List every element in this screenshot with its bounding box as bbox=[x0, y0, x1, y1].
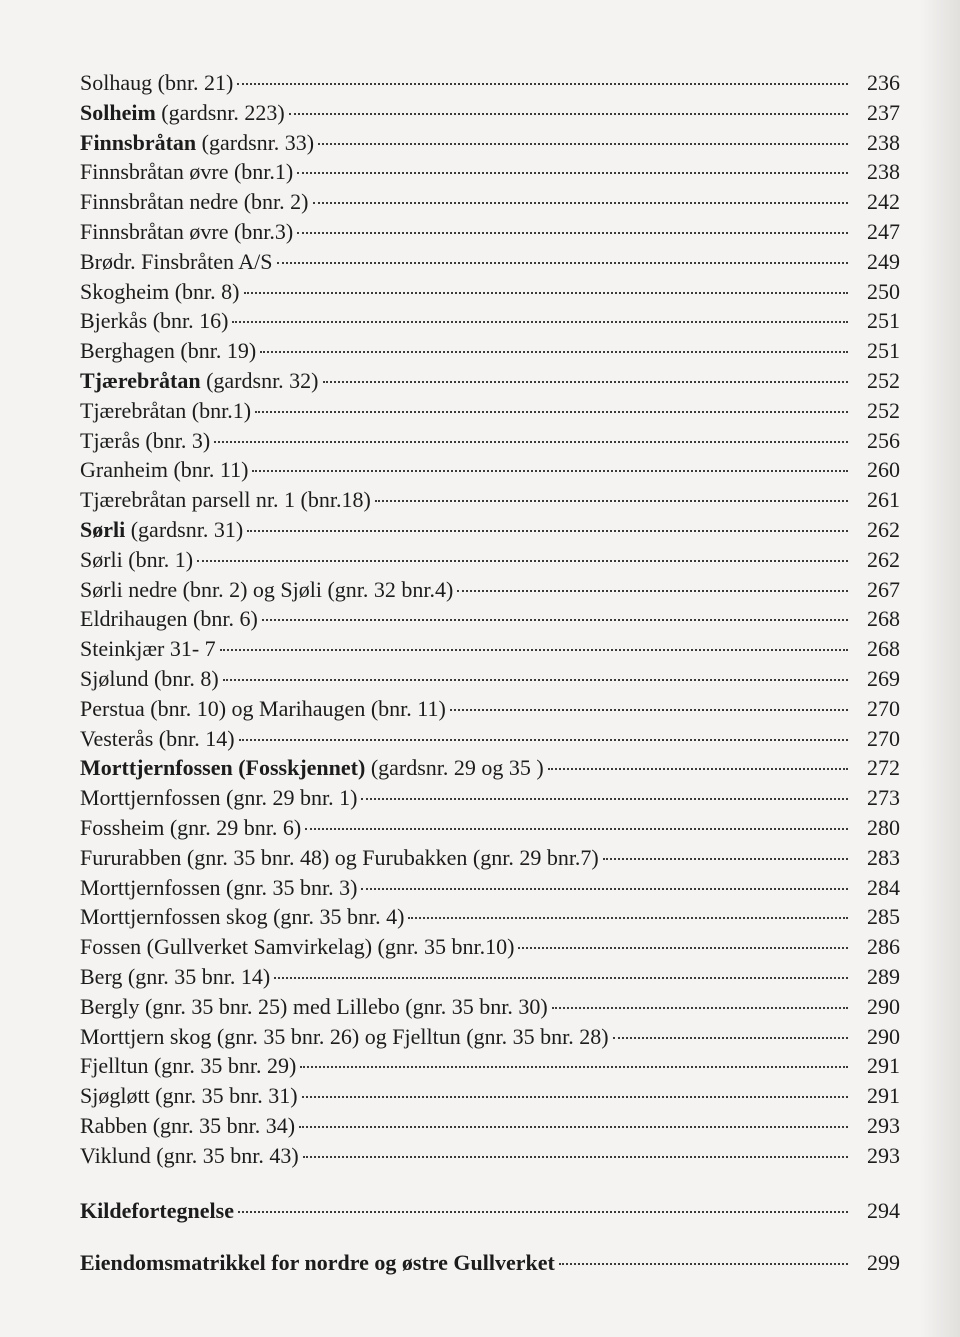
page-number: 242 bbox=[867, 189, 900, 215]
page-number: 247 bbox=[867, 218, 900, 244]
toc-entry[interactable]: Bjerkås (bnr. 16) 251 bbox=[80, 306, 900, 336]
dot-leader bbox=[457, 590, 848, 592]
dot-leader bbox=[300, 1066, 848, 1068]
page-number: 270 bbox=[867, 695, 900, 721]
toc-entry[interactable]: Morttjernfossen (gnr. 35 bnr. 3) 284 bbox=[80, 873, 900, 903]
dot-leader bbox=[237, 83, 848, 85]
dot-leader bbox=[613, 1037, 848, 1039]
dot-leader bbox=[239, 739, 848, 741]
dot-leader bbox=[214, 441, 848, 443]
dot-leader bbox=[375, 500, 848, 502]
page-number: 272 bbox=[867, 755, 900, 781]
toc-entry[interactable]: Brødr. Finsbråten A/S 249 bbox=[80, 247, 900, 277]
dot-leader bbox=[274, 977, 848, 979]
dot-leader bbox=[262, 619, 848, 621]
page-number: 237 bbox=[867, 99, 900, 125]
page-number: 293 bbox=[867, 1142, 900, 1168]
dot-leader bbox=[559, 1263, 848, 1265]
page-number: 290 bbox=[867, 993, 900, 1019]
page-number: 289 bbox=[867, 963, 900, 989]
toc-entry[interactable]: Solhaug (bnr. 21) 236 bbox=[80, 68, 900, 98]
toc-entry[interactable]: Rabben (gnr. 35 bnr. 34) 293 bbox=[80, 1111, 900, 1141]
toc-entry[interactable]: Morttjern skog (gnr. 35 bnr. 26) og Fjelltun (gnr. 35 bnr. 28) 290 bbox=[80, 1022, 900, 1052]
toc-entry[interactable]: Sørli (bnr. 1) 262 bbox=[80, 545, 900, 575]
page-number: 270 bbox=[867, 725, 900, 751]
dot-leader bbox=[238, 1211, 848, 1213]
toc-entry[interactable]: Sørli nedre (bnr. 2) og Sjøli (gnr. 32 bnr.4) 267 bbox=[80, 575, 900, 605]
page-number: 256 bbox=[867, 427, 900, 453]
dot-leader bbox=[252, 470, 848, 472]
dot-leader bbox=[244, 292, 849, 294]
page-number: 268 bbox=[867, 636, 900, 662]
dot-leader bbox=[305, 828, 848, 830]
table-of-contents bbox=[80, 68, 900, 1278]
page-number: 285 bbox=[867, 904, 900, 930]
page-number: 293 bbox=[867, 1112, 900, 1138]
dot-leader bbox=[255, 411, 848, 413]
page-number: 294 bbox=[867, 1198, 900, 1224]
toc-entry[interactable]: Finnsbråtan øvre (bnr.3) 247 bbox=[80, 217, 900, 247]
page-number: 238 bbox=[867, 129, 900, 155]
toc-entry[interactable]: Viklund (gnr. 35 bnr. 43) 293 bbox=[80, 1141, 900, 1171]
page-number: 291 bbox=[867, 1053, 900, 1079]
toc-entry[interactable]: Sjøgløtt (gnr. 35 bnr. 31) 291 bbox=[80, 1081, 900, 1111]
page-number: 262 bbox=[867, 546, 900, 572]
dot-leader bbox=[318, 143, 848, 145]
dot-leader bbox=[297, 232, 848, 234]
section-spacer bbox=[80, 1226, 900, 1248]
toc-entry[interactable]: Sørli (gardsnr. 31) 262 bbox=[80, 515, 900, 545]
toc-entry[interactable]: Tjærås (bnr. 3) 256 bbox=[80, 426, 900, 456]
dot-leader bbox=[323, 381, 848, 383]
page-number: 252 bbox=[867, 397, 900, 423]
page-number: 260 bbox=[867, 457, 900, 483]
dot-leader bbox=[232, 321, 848, 323]
dot-leader bbox=[247, 530, 848, 532]
dot-leader bbox=[220, 649, 848, 651]
page-number: 261 bbox=[867, 487, 900, 513]
dot-leader bbox=[361, 798, 848, 800]
page-number: 268 bbox=[867, 606, 900, 632]
toc-section-kildefortegnelse[interactable]: Kildefortegnelse 294 bbox=[80, 1196, 900, 1226]
page-edge-shadow bbox=[920, 0, 960, 1337]
toc-entry[interactable]: Steinkjær 31- 7 268 bbox=[80, 634, 900, 664]
toc-entry[interactable]: Berg (gnr. 35 bnr. 14) 289 bbox=[80, 962, 900, 992]
dot-leader bbox=[289, 113, 848, 115]
toc-entry[interactable]: Fururabben (gnr. 35 bnr. 48) og Furubakken (gnr. 29 bnr.7) 283 bbox=[80, 843, 900, 873]
toc-entry[interactable]: Skogheim (bnr. 8) 250 bbox=[80, 277, 900, 307]
toc-entry[interactable]: Tjærebråtan parsell nr. 1 (bnr.18) 261 bbox=[80, 485, 900, 515]
toc-entry[interactable]: Tjærebråtan (bnr.1) 252 bbox=[80, 396, 900, 426]
page-number: 238 bbox=[867, 159, 900, 185]
toc-entry[interactable]: Morttjernfossen skog (gnr. 35 bnr. 4) 285 bbox=[80, 902, 900, 932]
page-number: 249 bbox=[867, 248, 900, 274]
page-number: 269 bbox=[867, 665, 900, 691]
toc-entry[interactable]: Fossheim (gnr. 29 bnr. 6) 280 bbox=[80, 813, 900, 843]
dot-leader bbox=[313, 202, 849, 204]
toc-entry[interactable]: Finnsbråtan nedre (bnr. 2) 242 bbox=[80, 187, 900, 217]
dot-leader bbox=[361, 888, 848, 890]
page-number: 236 bbox=[867, 70, 900, 95]
page-number: 290 bbox=[867, 1023, 900, 1049]
toc-entry[interactable]: Solheim (gardsnr. 223) 237 bbox=[80, 98, 900, 128]
page-number: 251 bbox=[867, 338, 900, 364]
page-number: 291 bbox=[867, 1083, 900, 1109]
dot-leader bbox=[302, 1096, 848, 1098]
dot-leader bbox=[548, 768, 848, 770]
toc-section-eiendomsmatrikkel[interactable]: Eiendomsmatrikkel for nordre og østre Gullverket 299 bbox=[80, 1248, 900, 1278]
toc-entry[interactable]: Bergly (gnr. 35 bnr. 25) med Lillebo (gnr. 35 bnr. 30) 290 bbox=[80, 992, 900, 1022]
toc-entry[interactable]: Tjærebråtan (gardsnr. 32) 252 bbox=[80, 366, 900, 396]
dot-leader bbox=[197, 560, 848, 562]
toc-entry[interactable]: Fossen (Gullverket Samvirkelag) (gnr. 35 bnr.10) 286 bbox=[80, 932, 900, 962]
toc-entry[interactable]: Perstua (bnr. 10) og Marihaugen (bnr. 11) 270 bbox=[80, 694, 900, 724]
toc-entry[interactable]: Sjølund (bnr. 8) 269 bbox=[80, 664, 900, 694]
toc-entry[interactable]: Eldrihaugen (bnr. 6) 268 bbox=[80, 604, 900, 634]
page-number: 267 bbox=[867, 576, 900, 602]
dot-leader bbox=[303, 1156, 848, 1158]
dot-leader bbox=[552, 1007, 848, 1009]
page-number: 251 bbox=[867, 308, 900, 334]
page-number: 280 bbox=[867, 814, 900, 840]
page-number: 283 bbox=[867, 844, 900, 870]
section-spacer bbox=[80, 1170, 900, 1196]
page-number: 252 bbox=[867, 367, 900, 393]
toc-entry[interactable]: Berghagen (bnr. 19) 251 bbox=[80, 336, 900, 366]
toc-entry[interactable]: Finnsbråtan (gardsnr. 33) 238 bbox=[80, 128, 900, 158]
dot-leader bbox=[223, 679, 848, 681]
page-number: 286 bbox=[867, 934, 900, 960]
page-number: 250 bbox=[867, 278, 900, 304]
page-number: 299 bbox=[867, 1250, 900, 1276]
toc-entry[interactable]: Granheim (bnr. 11) 260 bbox=[80, 455, 900, 485]
toc-entry[interactable]: Fjelltun (gnr. 35 bnr. 29) 291 bbox=[80, 1051, 900, 1081]
dot-leader bbox=[260, 351, 848, 353]
dot-leader bbox=[408, 917, 848, 919]
dot-leader bbox=[297, 172, 848, 174]
page-number: 262 bbox=[867, 516, 900, 542]
toc-entry[interactable]: Finnsbråtan øvre (bnr.1) 238 bbox=[80, 157, 900, 187]
dot-leader bbox=[277, 262, 848, 264]
toc-entry[interactable]: Vesterås (bnr. 14) 270 bbox=[80, 724, 900, 754]
page-number: 273 bbox=[867, 785, 900, 811]
dot-leader bbox=[603, 858, 848, 860]
dot-leader bbox=[299, 1126, 848, 1128]
dot-leader bbox=[450, 709, 848, 711]
toc-entry[interactable]: Morttjernfossen (gnr. 29 bnr. 1) 273 bbox=[80, 783, 900, 813]
dot-leader bbox=[518, 947, 848, 949]
page-number: 284 bbox=[867, 874, 900, 900]
toc-entry[interactable]: Morttjernfossen (Fosskjennet) (gardsnr. 29 og 35 ) 272 bbox=[80, 753, 900, 783]
